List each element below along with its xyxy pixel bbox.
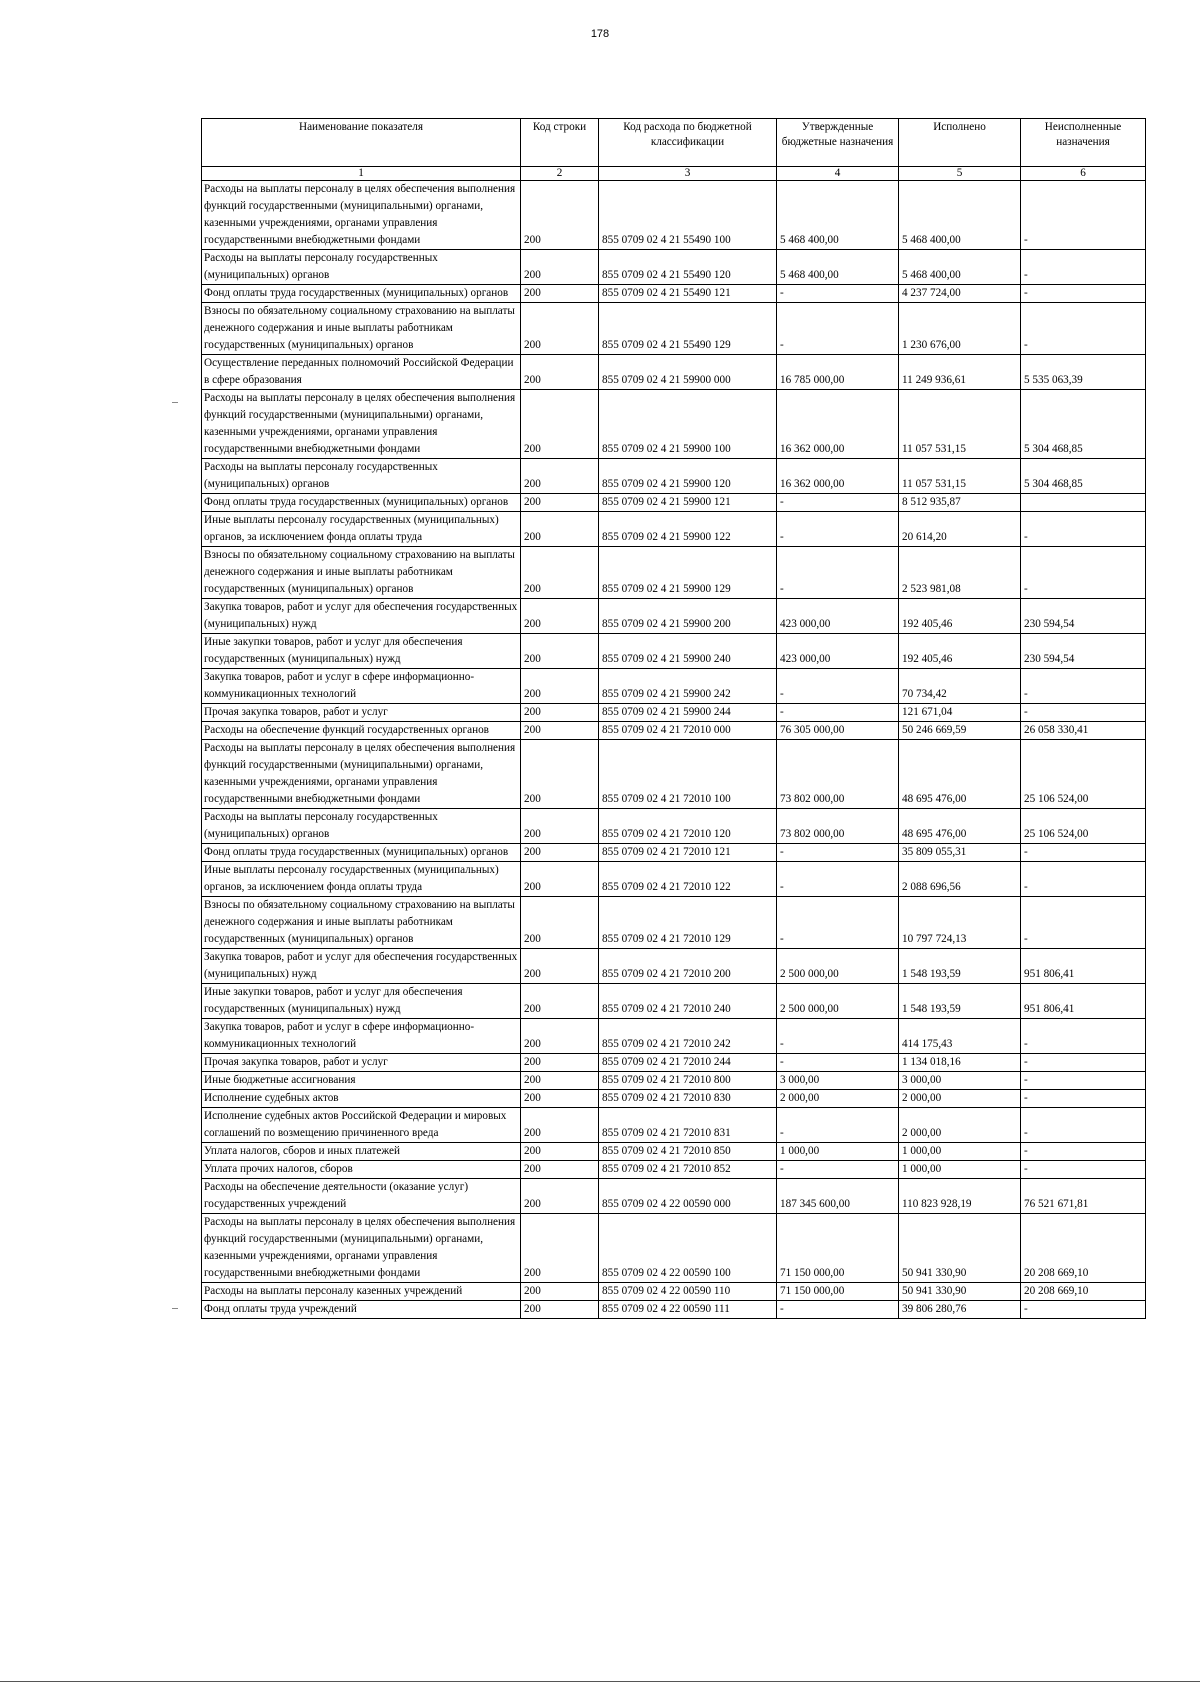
row-name-cell: Взносы по обязательному социальному страхованию на выплаты денежного содержания и иные выплаты работникам государственных (муниципальных) органов — [202, 897, 521, 949]
table-row — [202, 809, 1146, 844]
row-remaining-cell: - — [1021, 250, 1146, 285]
header-line-code: Код строки — [521, 119, 599, 167]
table-row — [202, 1019, 1146, 1054]
row-line-code-cell: 200 — [521, 355, 599, 390]
row-executed-cell: 4 237 724,00 — [899, 285, 1021, 303]
row-line-code-cell: 200 — [521, 512, 599, 547]
row-remaining-cell: 5 304 468,85 — [1021, 459, 1146, 494]
row-approved-cell: 2 500 000,00 — [777, 984, 899, 1019]
row-remaining-cell: - — [1021, 862, 1146, 897]
row-expense-code-cell: 855 0709 02 4 21 72010 800 — [599, 1072, 777, 1090]
row-line-code-cell: 200 — [521, 862, 599, 897]
row-approved-cell: - — [777, 1019, 899, 1054]
row-remaining-cell: - — [1021, 303, 1146, 355]
row-executed-cell: 10 797 724,13 — [899, 897, 1021, 949]
table-row — [202, 1108, 1146, 1143]
row-executed-cell: 1 134 018,16 — [899, 1054, 1021, 1072]
row-expense-code-cell: 855 0709 02 4 21 59900 120 — [599, 459, 777, 494]
row-name-cell: Расходы на выплаты персоналу государственных (муниципальных) органов — [202, 250, 521, 285]
row-name-cell: Фонд оплаты труда учреждений — [202, 1301, 521, 1319]
row-executed-cell: 2 523 981,08 — [899, 547, 1021, 599]
row-expense-code-cell: 855 0709 02 4 21 59900 200 — [599, 599, 777, 634]
row-name-cell: Взносы по обязательному социальному страхованию на выплаты денежного содержания и иные выплаты работникам государственных (муниципальных) органов — [202, 547, 521, 599]
row-expense-code-cell: 855 0709 02 4 21 72010 850 — [599, 1143, 777, 1161]
table-row — [202, 1214, 1146, 1283]
row-line-code-cell: 200 — [521, 1161, 599, 1179]
row-approved-cell: 1 000,00 — [777, 1143, 899, 1161]
row-approved-cell: - — [777, 1108, 899, 1143]
row-remaining-cell: 951 806,41 — [1021, 949, 1146, 984]
row-remaining-cell: - — [1021, 181, 1146, 250]
row-name-cell: Взносы по обязательному социальному страхованию на выплаты денежного содержания и иные выплаты работникам государственных (муниципальных) органов — [202, 303, 521, 355]
row-executed-cell: 35 809 055,31 — [899, 844, 1021, 862]
row-remaining-cell: - — [1021, 1054, 1146, 1072]
row-remaining-cell: - — [1021, 704, 1146, 722]
row-executed-cell: 2 088 696,56 — [899, 862, 1021, 897]
row-remaining-cell: - — [1021, 1108, 1146, 1143]
row-line-code-cell: 200 — [521, 181, 599, 250]
margin-mark — [172, 402, 178, 403]
row-expense-code-cell: 855 0709 02 4 21 59900 129 — [599, 547, 777, 599]
row-executed-cell: 121 671,04 — [899, 704, 1021, 722]
row-executed-cell: 48 695 476,00 — [899, 809, 1021, 844]
row-approved-cell: - — [777, 285, 899, 303]
table-row — [202, 740, 1146, 809]
row-line-code-cell: 200 — [521, 250, 599, 285]
row-remaining-cell: - — [1021, 1143, 1146, 1161]
row-line-code-cell: 200 — [521, 984, 599, 1019]
column-number: 5 — [899, 167, 1021, 181]
row-line-code-cell: 200 — [521, 1072, 599, 1090]
row-line-code-cell: 200 — [521, 1301, 599, 1319]
row-name-cell: Уплата налогов, сборов и иных платежей — [202, 1143, 521, 1161]
row-line-code-cell: 200 — [521, 1179, 599, 1214]
table-row — [202, 512, 1146, 547]
row-line-code-cell: 200 — [521, 1090, 599, 1108]
table-row — [202, 1143, 1146, 1161]
row-approved-cell: 2 500 000,00 — [777, 949, 899, 984]
table-row — [202, 949, 1146, 984]
header-executed: Исполнено — [899, 119, 1021, 167]
row-name-cell: Прочая закупка товаров, работ и услуг — [202, 704, 521, 722]
row-approved-cell: 76 305 000,00 — [777, 722, 899, 740]
row-executed-cell: 11 057 531,15 — [899, 459, 1021, 494]
row-name-cell: Иные бюджетные ассигнования — [202, 1072, 521, 1090]
row-executed-cell: 192 405,46 — [899, 634, 1021, 669]
row-executed-cell: 1 000,00 — [899, 1161, 1021, 1179]
row-expense-code-cell: 855 0709 02 4 21 55490 120 — [599, 250, 777, 285]
row-remaining-cell: 5 304 468,85 — [1021, 390, 1146, 459]
row-executed-cell: 110 823 928,19 — [899, 1179, 1021, 1214]
row-line-code-cell: 200 — [521, 704, 599, 722]
row-executed-cell: 5 468 400,00 — [899, 181, 1021, 250]
row-remaining-cell: 20 208 669,10 — [1021, 1214, 1146, 1283]
table-row — [202, 1072, 1146, 1090]
table-row — [202, 390, 1146, 459]
row-approved-cell: - — [777, 669, 899, 704]
table-row — [202, 669, 1146, 704]
row-approved-cell: 16 362 000,00 — [777, 390, 899, 459]
column-number: 2 — [521, 167, 599, 181]
row-expense-code-cell: 855 0709 02 4 21 72010 852 — [599, 1161, 777, 1179]
row-remaining-cell: - — [1021, 1019, 1146, 1054]
table-row — [202, 303, 1146, 355]
row-remaining-cell: 5 535 063,39 — [1021, 355, 1146, 390]
page-number: 178 — [590, 28, 610, 40]
margin-mark — [172, 1308, 178, 1309]
page-bottom-rule — [0, 1681, 1200, 1682]
row-name-cell: Закупка товаров, работ и услуг для обеспечения государственных (муниципальных) нужд — [202, 949, 521, 984]
row-executed-cell: 1 548 193,59 — [899, 984, 1021, 1019]
row-expense-code-cell: 855 0709 02 4 21 72010 200 — [599, 949, 777, 984]
header-expense-code: Код расхода по бюджетной классификации — [599, 119, 777, 167]
row-approved-cell: 5 468 400,00 — [777, 181, 899, 250]
row-expense-code-cell: 855 0709 02 4 21 72010 100 — [599, 740, 777, 809]
row-expense-code-cell: 855 0709 02 4 22 00590 100 — [599, 1214, 777, 1283]
table-row — [202, 459, 1146, 494]
row-executed-cell: 39 806 280,76 — [899, 1301, 1021, 1319]
row-expense-code-cell: 855 0709 02 4 21 59900 122 — [599, 512, 777, 547]
row-executed-cell: 11 249 936,61 — [899, 355, 1021, 390]
row-expense-code-cell: 855 0709 02 4 21 59900 100 — [599, 390, 777, 459]
row-approved-cell: - — [777, 547, 899, 599]
row-line-code-cell: 200 — [521, 494, 599, 512]
row-approved-cell: - — [777, 1161, 899, 1179]
row-expense-code-cell: 855 0709 02 4 21 72010 830 — [599, 1090, 777, 1108]
row-name-cell: Расходы на выплаты персоналу казенных учреждений — [202, 1283, 521, 1301]
table-row — [202, 547, 1146, 599]
column-number: 3 — [599, 167, 777, 181]
row-name-cell: Расходы на выплаты персоналу в целях обеспечения выполнения функций государственными (муниципальными) органами, казенными учреждениями, органами управления государственными внебюджетными фондами — [202, 740, 521, 809]
column-number: 1 — [202, 167, 521, 181]
row-line-code-cell: 200 — [521, 722, 599, 740]
row-name-cell: Закупка товаров, работ и услуг в сфере информационно-коммуникационных технологий — [202, 669, 521, 704]
row-approved-cell: 73 802 000,00 — [777, 809, 899, 844]
table-row — [202, 722, 1146, 740]
row-remaining-cell: - — [1021, 1301, 1146, 1319]
row-approved-cell: - — [777, 494, 899, 512]
row-line-code-cell: 200 — [521, 547, 599, 599]
row-remaining-cell: 25 106 524,00 — [1021, 740, 1146, 809]
row-approved-cell: 16 362 000,00 — [777, 459, 899, 494]
row-name-cell: Иные закупки товаров, работ и услуг для обеспечения государственных (муниципальных) нужд — [202, 634, 521, 669]
table-row — [202, 844, 1146, 862]
row-approved-cell: 2 000,00 — [777, 1090, 899, 1108]
row-remaining-cell: 76 521 671,81 — [1021, 1179, 1146, 1214]
row-expense-code-cell: 855 0709 02 4 21 72010 122 — [599, 862, 777, 897]
table-row — [202, 634, 1146, 669]
row-approved-cell: - — [777, 1054, 899, 1072]
row-expense-code-cell: 855 0709 02 4 21 72010 121 — [599, 844, 777, 862]
table-row — [202, 494, 1146, 512]
row-line-code-cell: 200 — [521, 459, 599, 494]
row-name-cell: Фонд оплаты труда государственных (муниципальных) органов — [202, 494, 521, 512]
row-name-cell: Исполнение судебных актов Российской Федерации и мировых соглашений по возмещению причиненного вреда — [202, 1108, 521, 1143]
row-remaining-cell: - — [1021, 512, 1146, 547]
row-remaining-cell: - — [1021, 669, 1146, 704]
row-expense-code-cell: 855 0709 02 4 21 55490 129 — [599, 303, 777, 355]
row-approved-cell: 71 150 000,00 — [777, 1283, 899, 1301]
row-line-code-cell: 200 — [521, 740, 599, 809]
row-line-code-cell: 200 — [521, 1283, 599, 1301]
row-line-code-cell: 200 — [521, 303, 599, 355]
header-indicator-name: Наименование показателя — [202, 119, 521, 167]
row-executed-cell: 11 057 531,15 — [899, 390, 1021, 459]
row-expense-code-cell: 855 0709 02 4 21 72010 000 — [599, 722, 777, 740]
row-name-cell: Расходы на выплаты персоналу в целях обеспечения выполнения функций государственными (муниципальными) органами, казенными учреждениями, органами управления государственными внебюджетными фондами — [202, 181, 521, 250]
row-line-code-cell: 200 — [521, 1108, 599, 1143]
row-executed-cell: 2 000,00 — [899, 1090, 1021, 1108]
row-expense-code-cell: 855 0709 02 4 21 72010 120 — [599, 809, 777, 844]
row-remaining-cell: - — [1021, 1090, 1146, 1108]
column-number-row — [202, 167, 1146, 181]
row-line-code-cell: 200 — [521, 1214, 599, 1283]
table-row — [202, 1054, 1146, 1072]
table-row — [202, 1179, 1146, 1214]
row-executed-cell: 414 175,43 — [899, 1019, 1021, 1054]
row-line-code-cell: 200 — [521, 634, 599, 669]
row-name-cell: Закупка товаров, работ и услуг для обеспечения государственных (муниципальных) нужд — [202, 599, 521, 634]
row-name-cell: Фонд оплаты труда государственных (муниципальных) органов — [202, 844, 521, 862]
row-executed-cell: 48 695 476,00 — [899, 740, 1021, 809]
row-executed-cell: 1 548 193,59 — [899, 949, 1021, 984]
table-row — [202, 1283, 1146, 1301]
table-row — [202, 862, 1146, 897]
row-expense-code-cell: 855 0709 02 4 22 00590 110 — [599, 1283, 777, 1301]
row-approved-cell: - — [777, 303, 899, 355]
table-row — [202, 897, 1146, 949]
row-expense-code-cell: 855 0709 02 4 22 00590 111 — [599, 1301, 777, 1319]
row-remaining-cell: 951 806,41 — [1021, 984, 1146, 1019]
row-line-code-cell: 200 — [521, 809, 599, 844]
row-remaining-cell — [1021, 494, 1146, 512]
row-name-cell: Исполнение судебных актов — [202, 1090, 521, 1108]
row-remaining-cell: - — [1021, 285, 1146, 303]
row-approved-cell: 73 802 000,00 — [777, 740, 899, 809]
row-remaining-cell: 25 106 524,00 — [1021, 809, 1146, 844]
table-row — [202, 599, 1146, 634]
row-approved-cell: 3 000,00 — [777, 1072, 899, 1090]
row-expense-code-cell: 855 0709 02 4 21 59900 121 — [599, 494, 777, 512]
row-remaining-cell: 20 208 669,10 — [1021, 1283, 1146, 1301]
row-executed-cell: 8 512 935,87 — [899, 494, 1021, 512]
row-name-cell: Иные выплаты персоналу государственных (муниципальных) органов, за исключением фонда оплаты труда — [202, 862, 521, 897]
column-number: 4 — [777, 167, 899, 181]
row-expense-code-cell: 855 0709 02 4 21 72010 244 — [599, 1054, 777, 1072]
row-name-cell: Фонд оплаты труда государственных (муниципальных) органов — [202, 285, 521, 303]
row-line-code-cell: 200 — [521, 285, 599, 303]
row-expense-code-cell: 855 0709 02 4 21 72010 831 — [599, 1108, 777, 1143]
row-remaining-cell: 230 594,54 — [1021, 599, 1146, 634]
table-header-row — [202, 119, 1146, 167]
row-approved-cell: - — [777, 704, 899, 722]
row-name-cell: Расходы на выплаты персоналу государственных (муниципальных) органов — [202, 459, 521, 494]
row-approved-cell: - — [777, 897, 899, 949]
row-name-cell: Закупка товаров, работ и услуг в сфере информационно-коммуникационных технологий — [202, 1019, 521, 1054]
row-executed-cell: 20 614,20 — [899, 512, 1021, 547]
row-executed-cell: 192 405,46 — [899, 599, 1021, 634]
row-line-code-cell: 200 — [521, 844, 599, 862]
row-executed-cell: 50 246 669,59 — [899, 722, 1021, 740]
row-remaining-cell: - — [1021, 1072, 1146, 1090]
row-executed-cell: 2 000,00 — [899, 1108, 1021, 1143]
row-executed-cell: 50 941 330,90 — [899, 1214, 1021, 1283]
table-body — [202, 181, 1146, 1319]
budget-execution-table — [201, 118, 1146, 1319]
row-line-code-cell: 200 — [521, 1143, 599, 1161]
row-name-cell: Иные закупки товаров, работ и услуг для обеспечения государственных (муниципальных) нужд — [202, 984, 521, 1019]
row-line-code-cell: 200 — [521, 390, 599, 459]
row-name-cell: Иные выплаты персоналу государственных (муниципальных) органов, за исключением фонда оплаты труда — [202, 512, 521, 547]
row-name-cell: Расходы на выплаты персоналу в целях обеспечения выполнения функций государственными (муниципальными) органами, казенными учреждениями, органами управления государственными внебюджетными фондами — [202, 1214, 521, 1283]
row-expense-code-cell: 855 0709 02 4 21 59900 240 — [599, 634, 777, 669]
row-executed-cell: 70 734,42 — [899, 669, 1021, 704]
table-row — [202, 1090, 1146, 1108]
row-executed-cell: 1 230 676,00 — [899, 303, 1021, 355]
row-name-cell: Расходы на обеспечение деятельности (оказание услуг) государственных учреждений — [202, 1179, 521, 1214]
row-line-code-cell: 200 — [521, 1054, 599, 1072]
row-expense-code-cell: 855 0709 02 4 21 55490 100 — [599, 181, 777, 250]
row-line-code-cell: 200 — [521, 949, 599, 984]
table-row — [202, 704, 1146, 722]
row-remaining-cell: - — [1021, 897, 1146, 949]
row-name-cell: Расходы на выплаты персоналу государственных (муниципальных) органов — [202, 809, 521, 844]
row-remaining-cell: - — [1021, 1161, 1146, 1179]
row-expense-code-cell: 855 0709 02 4 21 72010 129 — [599, 897, 777, 949]
table-row — [202, 1161, 1146, 1179]
row-expense-code-cell: 855 0709 02 4 21 72010 242 — [599, 1019, 777, 1054]
row-line-code-cell: 200 — [521, 599, 599, 634]
row-line-code-cell: 200 — [521, 669, 599, 704]
row-approved-cell: - — [777, 512, 899, 547]
column-number: 6 — [1021, 167, 1146, 181]
table-row — [202, 285, 1146, 303]
header-approved: Утвержденные бюджетные назначения — [777, 119, 899, 167]
table-row — [202, 984, 1146, 1019]
row-approved-cell: 5 468 400,00 — [777, 250, 899, 285]
table-row — [202, 355, 1146, 390]
table-row — [202, 1301, 1146, 1319]
row-name-cell: Расходы на выплаты персоналу в целях обеспечения выполнения функций государственными (муниципальными) органами, казенными учреждениями, органами управления государственными внебюджетными фондами — [202, 390, 521, 459]
row-executed-cell: 3 000,00 — [899, 1072, 1021, 1090]
table-row — [202, 250, 1146, 285]
row-approved-cell: 423 000,00 — [777, 634, 899, 669]
row-approved-cell: 71 150 000,00 — [777, 1214, 899, 1283]
row-executed-cell: 1 000,00 — [899, 1143, 1021, 1161]
row-expense-code-cell: 855 0709 02 4 21 55490 121 — [599, 285, 777, 303]
row-approved-cell: 16 785 000,00 — [777, 355, 899, 390]
row-expense-code-cell: 855 0709 02 4 21 59900 244 — [599, 704, 777, 722]
row-executed-cell: 50 941 330,90 — [899, 1283, 1021, 1301]
row-remaining-cell: - — [1021, 844, 1146, 862]
row-name-cell: Прочая закупка товаров, работ и услуг — [202, 1054, 521, 1072]
row-approved-cell: - — [777, 1301, 899, 1319]
row-approved-cell: - — [777, 844, 899, 862]
row-name-cell: Расходы на обеспечение функций государственных органов — [202, 722, 521, 740]
row-line-code-cell: 200 — [521, 897, 599, 949]
row-remaining-cell: - — [1021, 547, 1146, 599]
row-name-cell: Уплата прочих налогов, сборов — [202, 1161, 521, 1179]
row-approved-cell: - — [777, 862, 899, 897]
row-remaining-cell: 26 058 330,41 — [1021, 722, 1146, 740]
row-executed-cell: 5 468 400,00 — [899, 250, 1021, 285]
header-remaining: Неисполненные назначения — [1021, 119, 1146, 167]
row-expense-code-cell: 855 0709 02 4 21 59900 000 — [599, 355, 777, 390]
row-approved-cell: 423 000,00 — [777, 599, 899, 634]
row-expense-code-cell: 855 0709 02 4 22 00590 000 — [599, 1179, 777, 1214]
row-remaining-cell: 230 594,54 — [1021, 634, 1146, 669]
row-expense-code-cell: 855 0709 02 4 21 72010 240 — [599, 984, 777, 1019]
row-name-cell: Осуществление переданных полномочий Российской Федерации в сфере образования — [202, 355, 521, 390]
row-line-code-cell: 200 — [521, 1019, 599, 1054]
row-approved-cell: 187 345 600,00 — [777, 1179, 899, 1214]
row-expense-code-cell: 855 0709 02 4 21 59900 242 — [599, 669, 777, 704]
table-row — [202, 181, 1146, 250]
